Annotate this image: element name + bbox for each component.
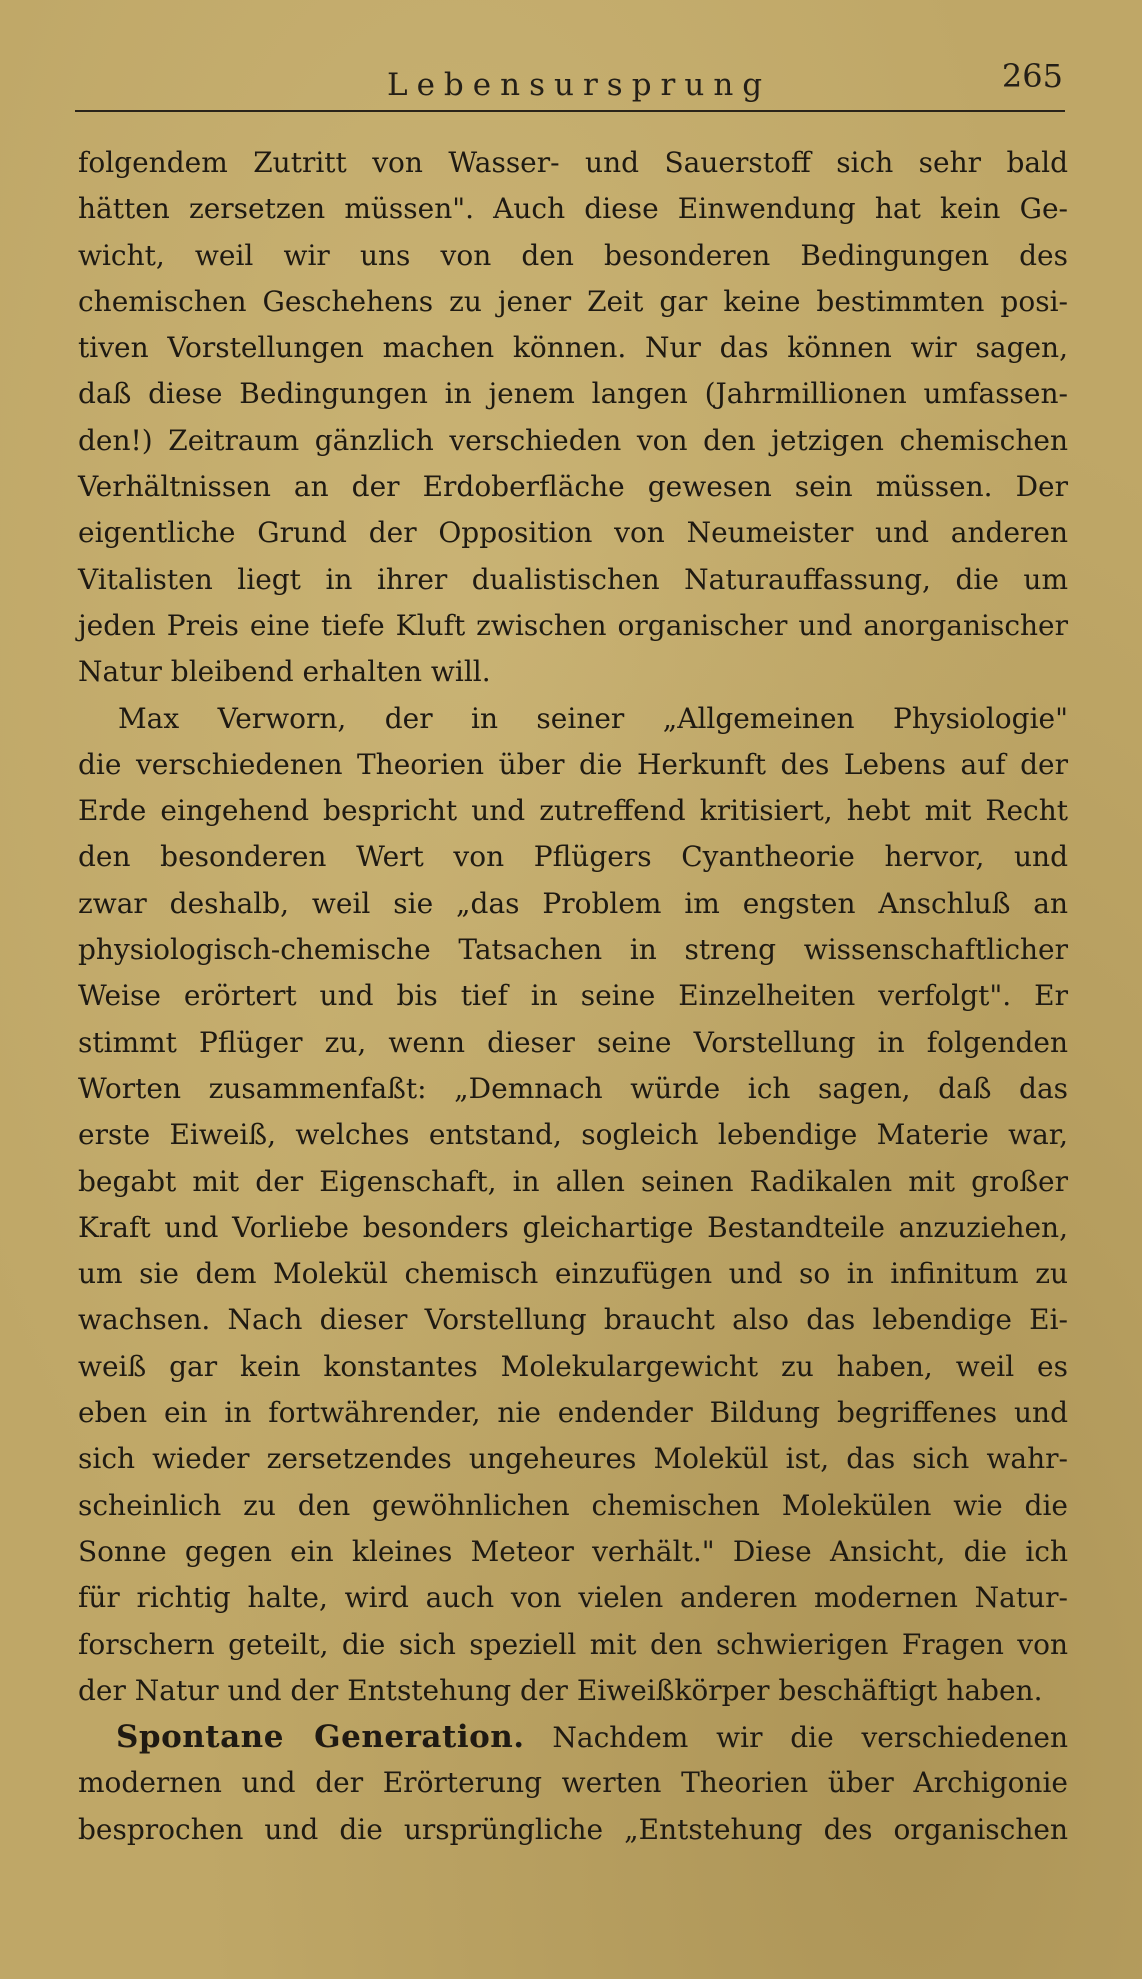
text-line: Erde eingehend bespricht und zutreffend kritisiert, hebt mit Recht [78,794,1068,828]
text-line: erste Eiweiß, welches entstand, sogleich lebendige Materie war, [78,1118,1068,1152]
text-line: chemischen Geschehens zu jener Zeit gar keine bestimmten posi- [78,284,1068,318]
text-line: eben ein in fortwährender, nie endender Bildung begriffenes und [78,1396,1068,1430]
text-line: weiß gar kein konstantes Molekulargewicht zu haben, weil es [78,1349,1068,1383]
text-line: besprochen und die ursprüngliche „Entstehung des organischen [78,1812,1068,1846]
text-line: wachsen. Nach dieser Vorstellung braucht also das lebendige Ei- [78,1303,1068,1337]
page-number: 265 [1001,57,1063,95]
text-line: physiologisch-chemische Tatsachen in streng wissenschaftlicher [78,933,1068,967]
text-line: eigentliche Grund der Opposition von Neumeister und anderen [78,516,1068,550]
text-line: Vitalisten liegt in ihrer dualistischen Naturauffassung, die um [78,562,1068,596]
body-text [78,140,1068,1853]
text-line: wicht, weil wir uns von den besonderen Bedingungen des [78,238,1068,272]
text-line: der Natur und der Entstehung der Eiweißkörper beschäftigt haben. [78,1673,1043,1707]
text-line: für richtig halte, wird auch von vielen anderen modernen Natur- [78,1581,1068,1615]
text-line: den besonderen Wert von Pflügers Cyantheorie hervor, und [78,840,1068,874]
running-head [75,55,1065,115]
text-line: zwar deshalb, weil sie „das Problem im engsten Anschluß an [78,886,1068,920]
text-line: Worten zusammenfaßt: „Demnach würde ich sagen, daß das [78,1071,1068,1105]
text-line: Nachdem wir die verschiedenen [552,1721,1068,1755]
header-rule [75,110,1065,112]
text-line: Natur bleibend erhalten will. [78,655,491,689]
text-line: forschern geteilt, die sich speziell mit den schwierigen Fragen von [78,1627,1068,1661]
text-line: den!) Zeitraum gänzlich verschieden von den jetzigen chemischen [78,423,1068,457]
text-line: hätten zersetzen müssen". Auch diese Einwendung hat kein Ge- [78,192,1068,226]
section-heading-line [78,1714,1068,1760]
text-line: Sonne gegen ein kleines Meteor verhält." Diese Ansicht, die ich [78,1534,1068,1568]
text-line: Weise erörtert und bis tief in seine Einzelheiten verfolgt". Er [78,979,1068,1013]
text-line: die verschiedenen Theorien über die Herkunft des Lebens auf der [78,747,1068,781]
text-line: stimmt Pflüger zu, wenn dieser seine Vorstellung in folgenden [78,1025,1068,1059]
text-line: scheinlich zu den gewöhnlichen chemischen Molekülen wie die [78,1488,1068,1522]
text-line: daß diese Bedingungen in jenem langen (Jahrmillionen umfassen- [78,377,1068,411]
text-line: sich wieder zersetzendes ungeheures Molekül ist, das sich wahr- [78,1442,1068,1476]
text-line: Kraft und Vorliebe besonders gleichartige Bestandteile anzuziehen, [78,1210,1068,1244]
text-line: modernen und der Erörterung werten Theorien über Archigonie [78,1766,1068,1800]
text-line: tiven Vorstellungen machen können. Nur das können wir sagen, [78,331,1068,365]
text-line: folgendem Zutritt von Wasser- und Sauerstoff sich sehr bald [78,146,1068,179]
text-line: Verhältnissen an der Erdoberfläche gewesen sein müssen. Der [78,470,1068,504]
text-line: begabt mit der Eigenschaft, in allen seinen Radikalen mit großer [78,1164,1068,1198]
text-line: um sie dem Molekül chemisch einzufügen und so in infinitum zu [78,1257,1068,1291]
running-title: Lebensursprung [387,67,772,103]
section-heading: Spontane Generation. [116,1719,525,1756]
paragraph-start-line: Max Verworn, der in seiner „Allgemeinen Physiologie" [118,701,1068,735]
text-line: jeden Preis eine tiefe Kluft zwischen organischer und anorganischer [78,608,1068,642]
